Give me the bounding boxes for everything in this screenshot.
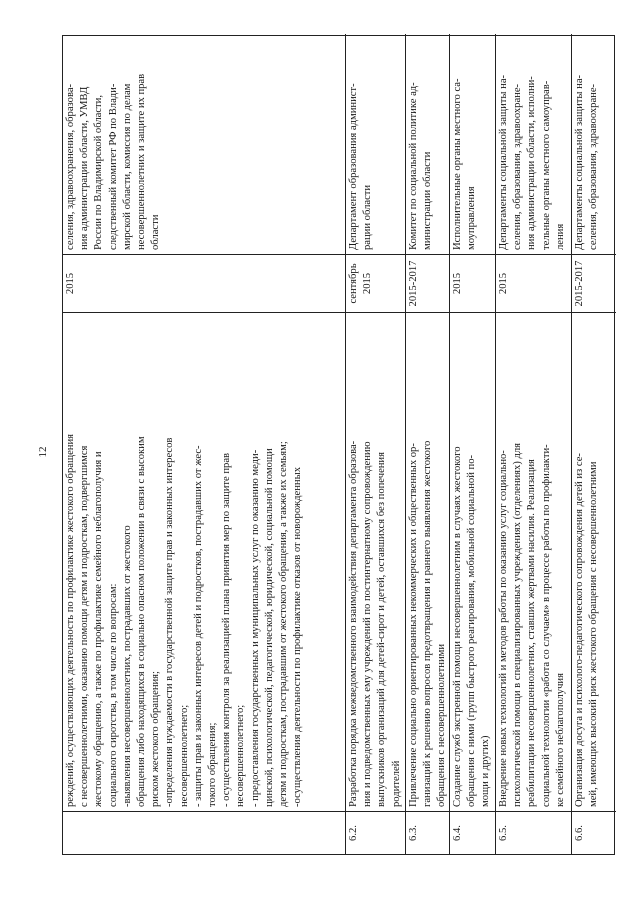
executor-line: тельные органы местного самоуправ- [540,80,552,250]
page-number: 12 [37,446,49,458]
activity-line: - предоставления государственных и муниципальных услуг по оказанию меди- [249,449,261,807]
term-cell: 2015-2017 [406,254,449,312]
table-row [346,34,406,854]
term-cell: 2015 [496,254,571,312]
row-number: 6.3. [406,811,449,854]
executor-line: ния администрации области, УМВД [79,86,91,250]
activity-line: ганизаций к решению вопросов предотвращения и раннего выявления жестокого [422,440,434,807]
activity-line: выпускников организаций для детей-сирот и детей, оставшихся без попечения [376,452,388,807]
activity-line: мей, имеющих высокий риск жестокого обращения с несовершеннолетними [588,461,600,807]
executor-line: России по Владимирской области, [93,95,105,250]
executor-line: Департаменты социальной защиты на- [574,74,585,250]
activity-text [496,312,571,811]
activity-line: родителей [390,760,402,807]
table-row-continuation [63,34,346,854]
executor-line: селения, здравоохранения, образова- [65,83,76,250]
executors-cell [450,34,495,254]
executor-line: селения, образования, здравоохране- [512,83,524,250]
activity-line: Создание служб экстренной помощи несовершеннолетним в случаях жестокого [452,446,463,807]
executor-line: следственный комитет РФ по Влади- [107,83,119,250]
term-cell: 2015 [450,254,495,312]
row-number: 6.2. [346,811,405,854]
executor-line: Департаменты социальной защиты на- [498,74,509,250]
table-row [496,34,572,854]
activity-line: - осуществления контроля за реализацией плана принятия мер по защите прав [221,452,233,807]
table-row [406,34,450,854]
executor-line: Комитет по социальной политике ад- [408,82,419,250]
activity-line: обращения с ними (групп быстрого реагирования, мобильной социальной по- [466,454,478,807]
measures-table [62,35,615,855]
executor-line: ления [554,223,566,250]
activity-text [572,312,616,811]
executor-line: Департамент образования админист- [348,83,359,250]
executors-cell [496,34,571,254]
activity-text [406,312,449,811]
activity-text [346,312,405,811]
executors-cell [572,34,616,254]
executors-cell [406,34,449,254]
executor-line: селения, образования, здравоохране- [588,83,600,250]
executors-cell [346,34,405,254]
activity-line: Разработка порядка межведомственного взаимодействия департамента образова- [348,440,359,807]
term-cell: сентябрь 2015 [346,254,405,312]
activity-line: социального сиротства, в том числе по вопросам: [107,583,119,807]
activity-line: обращения либо находящихся в социально опасном положении в связи с высоким [136,436,148,807]
executors-cell [63,34,345,254]
table-row [572,34,616,854]
activity-line: -осуществления деятельности по профилактике отказов от новорожденных [292,466,304,807]
activity-line: -определения нуждаемости в государственной защите прав и законных интересов [164,437,176,807]
row-number: 6.4. [450,811,495,854]
activity-line: мощи и других) [480,735,492,807]
activity-line: детям и подросткам, пострадавшим от жестокого обращения, а также их семьям; [278,441,290,807]
activity-line: ке семейного неблагополучия [554,673,566,807]
activity-line: - защиты прав и законных интересов детей и подростков, пострадавших от жес- [192,445,204,807]
executor-line: моуправления [466,186,478,250]
activity-line: реабилитации несовершеннолетних, ставших жертвами насилия. Реализация [526,459,538,807]
row-number [63,811,345,854]
activity-line: Внедрение новых технологий и методов работы по оказанию услуг социально- [498,450,509,807]
activity-line: -выявления несовершеннолетних, пострадавших от жестокого [121,525,133,807]
executor-line: ния администрации области, исполни- [526,76,538,250]
term-cell: 2015 [63,254,345,312]
activity-line: токого обращения; [207,722,219,807]
executor-line: мирской области, комиссия по делам [121,83,133,250]
activity-line: ния и подведомственных ему учреждений по постинтернатному сопровождению [362,441,374,807]
activity-text [63,312,345,811]
table-row [450,34,496,854]
executor-line: Исполнительные органы местного са- [452,78,463,250]
activity-line: реждений, осуществляющих деятельность по профилактике жестокого обращения [65,433,76,807]
activity-line: обращения с несовершеннолетними [436,643,448,807]
row-number: 6.6. [572,811,616,854]
activity-line: с несовершеннолетними, оказанию помощи детям и подросткам, подвергшимся [79,445,91,807]
executor-line: рации области [362,184,374,250]
activity-line: цинской, психологической, педагогической, юридической, социальной помощи [263,448,275,807]
activity-text [450,312,495,811]
activity-line: социальной технологии «работа со случаем» в процессе работы по профилакти- [540,444,552,807]
executor-line: области [150,214,162,250]
activity-line: несовершеннолетнего; [178,704,190,807]
activity-line: Привлечение социально ориентированных некоммерческих и общественных ор- [408,443,419,807]
row-number: 6.5. [496,811,571,854]
activity-line: Организация досуга и психолого-педагогического сопровождения детей из се- [574,453,585,807]
executor-line: несовершеннолетних и защите их прав [136,73,148,250]
activity-line: несовершеннолетнего; [235,704,247,807]
activity-line: психологической помощи в специализированных учреждениях (отделениях) для [512,442,524,807]
term-cell: 2015-2017 [572,254,616,312]
activity-line: жестокому обращению, а также по профилактике семейного неблагополучия и [93,451,105,807]
executor-line: министрации области [422,151,434,250]
activity-line: риском жестокого обращения; [150,671,162,807]
